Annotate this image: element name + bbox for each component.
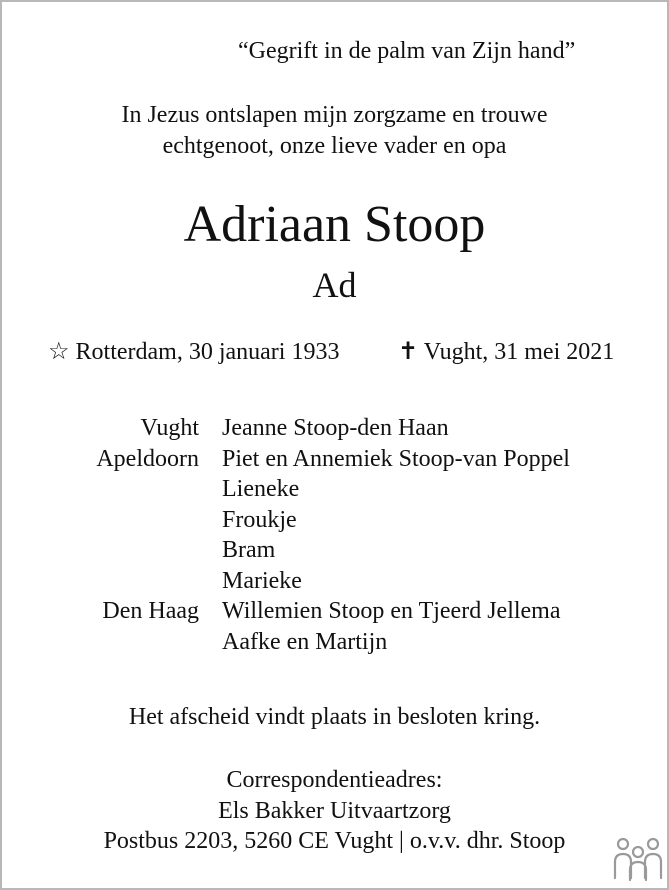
family-names: Froukje [222, 506, 297, 533]
people-group-icon [612, 834, 664, 882]
family-names: Bram [222, 537, 276, 563]
correspondence-address [2, 765, 667, 857]
star-icon: ☆ [48, 339, 70, 365]
correspondence-line: Correspondentieadres: [226, 767, 443, 793]
birth-date [48, 339, 339, 365]
death-date [398, 337, 614, 366]
deceased-name: Adriaan Stoop [183, 196, 486, 253]
intro [2, 100, 667, 162]
family-place: Vught [140, 415, 199, 441]
farewell-notice: Het afscheid vindt plaats in besloten kring. [128, 704, 541, 730]
birth-text: Rotterdam, 30 januari 1933 [75, 339, 340, 365]
family-place: Den Haag [102, 598, 199, 624]
family-place: Apeldoorn [96, 445, 199, 472]
family-names: Willemien Stoop en Tjeerd Jellema [222, 598, 561, 624]
death-text: Vught, 31 mei 2021 [423, 339, 615, 365]
family-row [2, 535, 667, 566]
family-names: Lieneke [222, 476, 300, 502]
family-row [2, 596, 667, 627]
family-names: Marieke [222, 567, 302, 594]
family-row [2, 627, 667, 658]
family-row [2, 444, 667, 475]
correspondence-line: Els Bakker Uitvaartzorg [218, 797, 451, 824]
dates-row [48, 337, 615, 366]
family-list [2, 413, 667, 657]
family-names: Aafke en Martijn [222, 628, 388, 655]
family-row [2, 474, 667, 505]
intro-line: echtgenoot, onze lieve vader en opa [162, 133, 507, 159]
family-row [2, 566, 667, 597]
family-names: Piet en Annemiek Stoop-van Poppel [222, 445, 570, 472]
intro-line: In Jezus ontslapen mijn zorgzame en trouwe [121, 102, 548, 128]
quote: “Gegrift in de palm van Zijn hand” [238, 38, 576, 64]
correspondence-line: Postbus 2203, 5260 CE Vught | o.v.v. dhr. Stoop [103, 828, 566, 854]
deceased-nickname: Ad [312, 265, 357, 305]
family-row [2, 505, 667, 536]
cross-icon: ✝ [398, 339, 419, 365]
family-names: Jeanne Stoop-den Haan [222, 415, 449, 441]
family-row [2, 413, 667, 444]
